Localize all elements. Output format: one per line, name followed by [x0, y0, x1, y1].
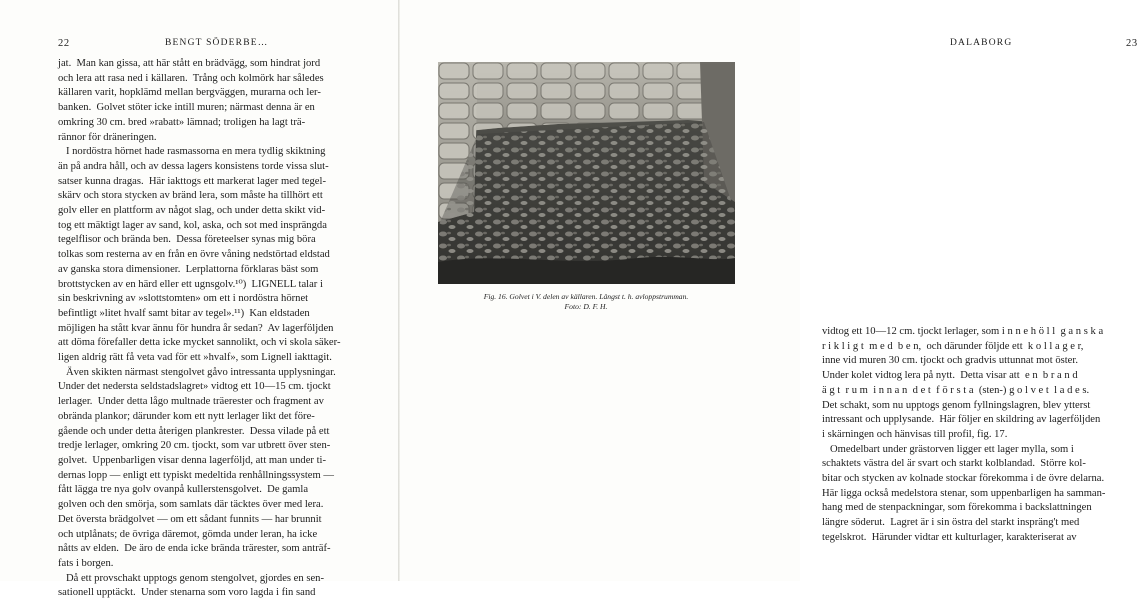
text-line: Då ett provschakt upptogs genom stengolvet, gjordes en sen- [58, 572, 324, 584]
text-line: Det schakt, som nu upptogs genom fyllningslagren, blev ytterst [822, 399, 1091, 411]
left-body-text [58, 57, 363, 601]
figure-caption [430, 292, 742, 312]
text-line: vidtog ett 10—12 cm. tjockt lerlager, som i n n e h ö l l g a n s k a [822, 326, 1104, 337]
text-line: brottstycken av en härd eller ett ugnsgolv.¹⁰) LIGNELL talar i [58, 278, 323, 290]
text-line: ligen aldrig rätt få veta vad för ett »hvalf», som Lignell iakttagit. [58, 352, 332, 364]
figure-caption-line: Fig. 16. Golvet i V. delen av källaren. Längst t. h. avloppstrumman. [483, 292, 689, 301]
text-line: Även skikten närmast stengolvet gåvo intressanta upplysningar. [58, 366, 336, 378]
text-line: fats i borgen. [58, 557, 114, 569]
text-line: att döma förefaller detta icke mycket sannolikt, och vi skola säker- [58, 337, 341, 349]
text-line: sationell upptäckt. Under stenarna som voro lagda i fin sand [58, 587, 316, 599]
text-line: och lera att rasa ned i källaren. Trång och kolmörk har således [58, 72, 324, 84]
text-line: skärv och stora stycken av bränd lera, som måste ha tillhört ett [58, 190, 323, 202]
text-line: tredje lerlager, omkring 20 cm. tjockt, som var utbrett över sten- [58, 440, 331, 452]
text-line: fått lägga tre nya golv ovanpå kullerstensgolvet. De gamla [58, 484, 309, 496]
text-line: tog ett mäktigt lager av sand, kol, aska, och sot med insprängda [58, 219, 327, 231]
text-line: befintligt »litet hvalf samt bitar av tegel».¹¹) Kan eldstaden [58, 307, 310, 319]
running-head-left: BENGT SÖDERBE… [165, 38, 269, 48]
text-line: tegelflisor och brända ben. Dessa företeelser synas mig böra [58, 234, 316, 246]
text-line: satser kunna dragas. Här iakttogs ett markerat lager med tegel- [58, 175, 326, 187]
text-line: hang med de stenpackningar, som förekomma i backslattningen [822, 502, 1092, 514]
text-line: banken. Golvet stöter icke intill muren; närmast denna är en [58, 102, 315, 114]
text-line: i skärningen och hänvisas till profil, fig. 17. [822, 428, 1008, 440]
text-line: källaren varit, hopklämd mellan bergväggen, murarna och ler- [58, 87, 321, 99]
text-line: ä g t r u m i n n a n d e t f ö r s t a (sten-) g o l v e t l a d e s. [822, 384, 1090, 396]
text-line: Under kolet vidtog lera på nytt. Detta visar att e n b r a n d [822, 370, 1078, 382]
text-line: golven och den smörja, som samlats där täcktes över med lera. [58, 499, 324, 511]
page-number-left: 22 [58, 38, 70, 49]
cellar-floor-photo [438, 62, 735, 284]
text-line: gående och under detta återigen plankrester. Dessa vilade på ett [58, 425, 330, 437]
figure-credit: Foto: D. F. H. [564, 302, 608, 311]
text-line: än på andra håll, och av dessa lagers konsistens torde vissa slut- [58, 160, 329, 172]
text-line: golv eller en plattform av något slag, och under detta skikt vid- [58, 205, 326, 217]
text-line: och utplånats; de övriga däremot, gömda under leran, ha icke [58, 528, 318, 540]
text-line: r i k l i g t m e d b e n, och därunder följde ett k o l l a g e r, [822, 340, 1084, 352]
text-line: sin beskrivning av »slottstomten» om ett i nordöstra hörnet [58, 293, 309, 305]
text-line: omkring 30 cm. bred »rabatt» lämnad; troligen ha lagt trä- [58, 116, 306, 128]
text-line: Under det nedersta seldstadslagret» vidtog ett 10—15 cm. tjockt [58, 381, 331, 393]
text-line: rännor för dräneringen. [58, 131, 157, 143]
text-line: I nordöstra hörnet hade rasmassorna en mera tydlig skiktning [58, 146, 326, 158]
text-line: möjligen ha stått kvar ännu för hundra år sedan? Av lagerföljden [58, 322, 334, 334]
page-number-right: 23 [1126, 38, 1138, 49]
text-line: nåtts av elden. De äro de enda icke brända trärester, som anträf- [58, 543, 331, 555]
left-page [0, 0, 400, 599]
text-line: Här ligga också medelstora stenar, som uppenbarligen ha samman- [822, 487, 1106, 499]
text-line: schaktets västra del är svart och starkt kolblandad. Större kol- [822, 458, 1086, 470]
text-line: obrända plankor; därunder kom ett nytt lerlager likt det före- [58, 410, 315, 422]
text-line: Omedelbart under grästorven ligger ett lager mylla, som i [822, 443, 1074, 455]
text-line: av ganska stora dimensioner. Lerplattorna förklaras bäst som [58, 263, 319, 275]
text-line: lerlager. Under detta lågo multnade träerester och fragment av [58, 396, 324, 408]
text-line: Det översta brädgolvet — om ett sådant funnits — har brunnit [58, 513, 322, 525]
text-line: intressant och upplysande. Här följer en skildring av lagerföljden [822, 414, 1101, 426]
running-head-right: DALABORG [950, 38, 1013, 48]
text-line: tegelskrot. Härunder vidtar ett kulturlager, karakteriserat av [822, 531, 1077, 543]
right-body-text [822, 325, 1144, 546]
text-line: inne vid muren 30 cm. tjockt och gradvis uttunnat mot öster. [822, 355, 1078, 367]
text-line: dernas lopp — enligt ett typiskt medeltida renhållningssystem — [58, 469, 334, 481]
text-line: tolkas som resterna av en från en övre våning nedstörtad eldstad [58, 249, 330, 261]
text-line: längre söderut. Lagret är i sin östra del starkt inspräng't med [822, 517, 1080, 529]
text-line: jat. Man kan gissa, att här stått en brädvägg, som hindrat jord [58, 58, 321, 69]
text-line: bitar och stycken av kolnade stockar förekomma i de övre delarna. [822, 473, 1105, 485]
text-line: golvet. Uppenbarligen visar denna lagerföljd, att man under ti- [58, 454, 326, 466]
